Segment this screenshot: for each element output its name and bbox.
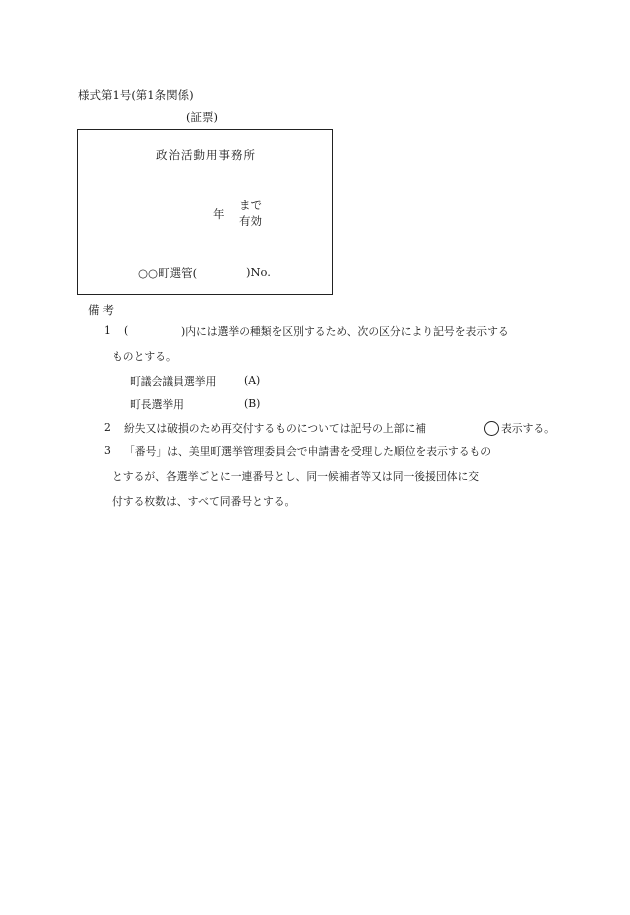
item1-line2: ものとする。 <box>112 350 177 363</box>
item1-paren-open: ( <box>124 324 129 337</box>
valid-until-label: まで <box>239 198 262 212</box>
item3-number: 3 <box>104 444 111 457</box>
number-prefix: ○○町選管( <box>138 266 198 280</box>
remarks-heading: 備考 <box>88 303 117 317</box>
item1-row-b-code: (B) <box>244 397 261 410</box>
item3-line3: 付する枚数は、すべて同番号とする。 <box>112 495 296 508</box>
valid-label: 有効 <box>239 214 262 228</box>
item2-number: 2 <box>104 421 111 434</box>
item2-text-a: 紛失又は破損のため再交付するものについては記号の上部に補 <box>124 422 427 435</box>
item1-row-b-label: 町長選挙用 <box>130 398 184 411</box>
number-suffix: )No. <box>246 265 271 279</box>
circled-mark-icon <box>484 421 499 436</box>
form-number: 様式第1号(第1条関係) <box>78 88 194 102</box>
item3-line1: 「番号」は、美里町選挙管理委員会で申請書を受理した順位を表示するもの <box>124 445 492 458</box>
item2-text-b: 表示する。 <box>501 422 555 435</box>
item1-line1: )内には選挙の種類を区別するため、次の区分により記号を表示する <box>181 325 509 338</box>
item3-line2: とするが、各選挙ごとに一連番号とし、同一候補者等又は同一後援団体に交 <box>112 470 480 483</box>
certificate-title: 政治活動用事務所 <box>156 148 256 162</box>
item1-row-a-code: (A) <box>244 374 261 387</box>
form-name: (証票) <box>186 110 218 124</box>
item1-row-a-label: 町議会議員選挙用 <box>130 375 217 388</box>
year-label: 年 <box>213 207 225 221</box>
item1-number: 1 <box>104 324 111 337</box>
